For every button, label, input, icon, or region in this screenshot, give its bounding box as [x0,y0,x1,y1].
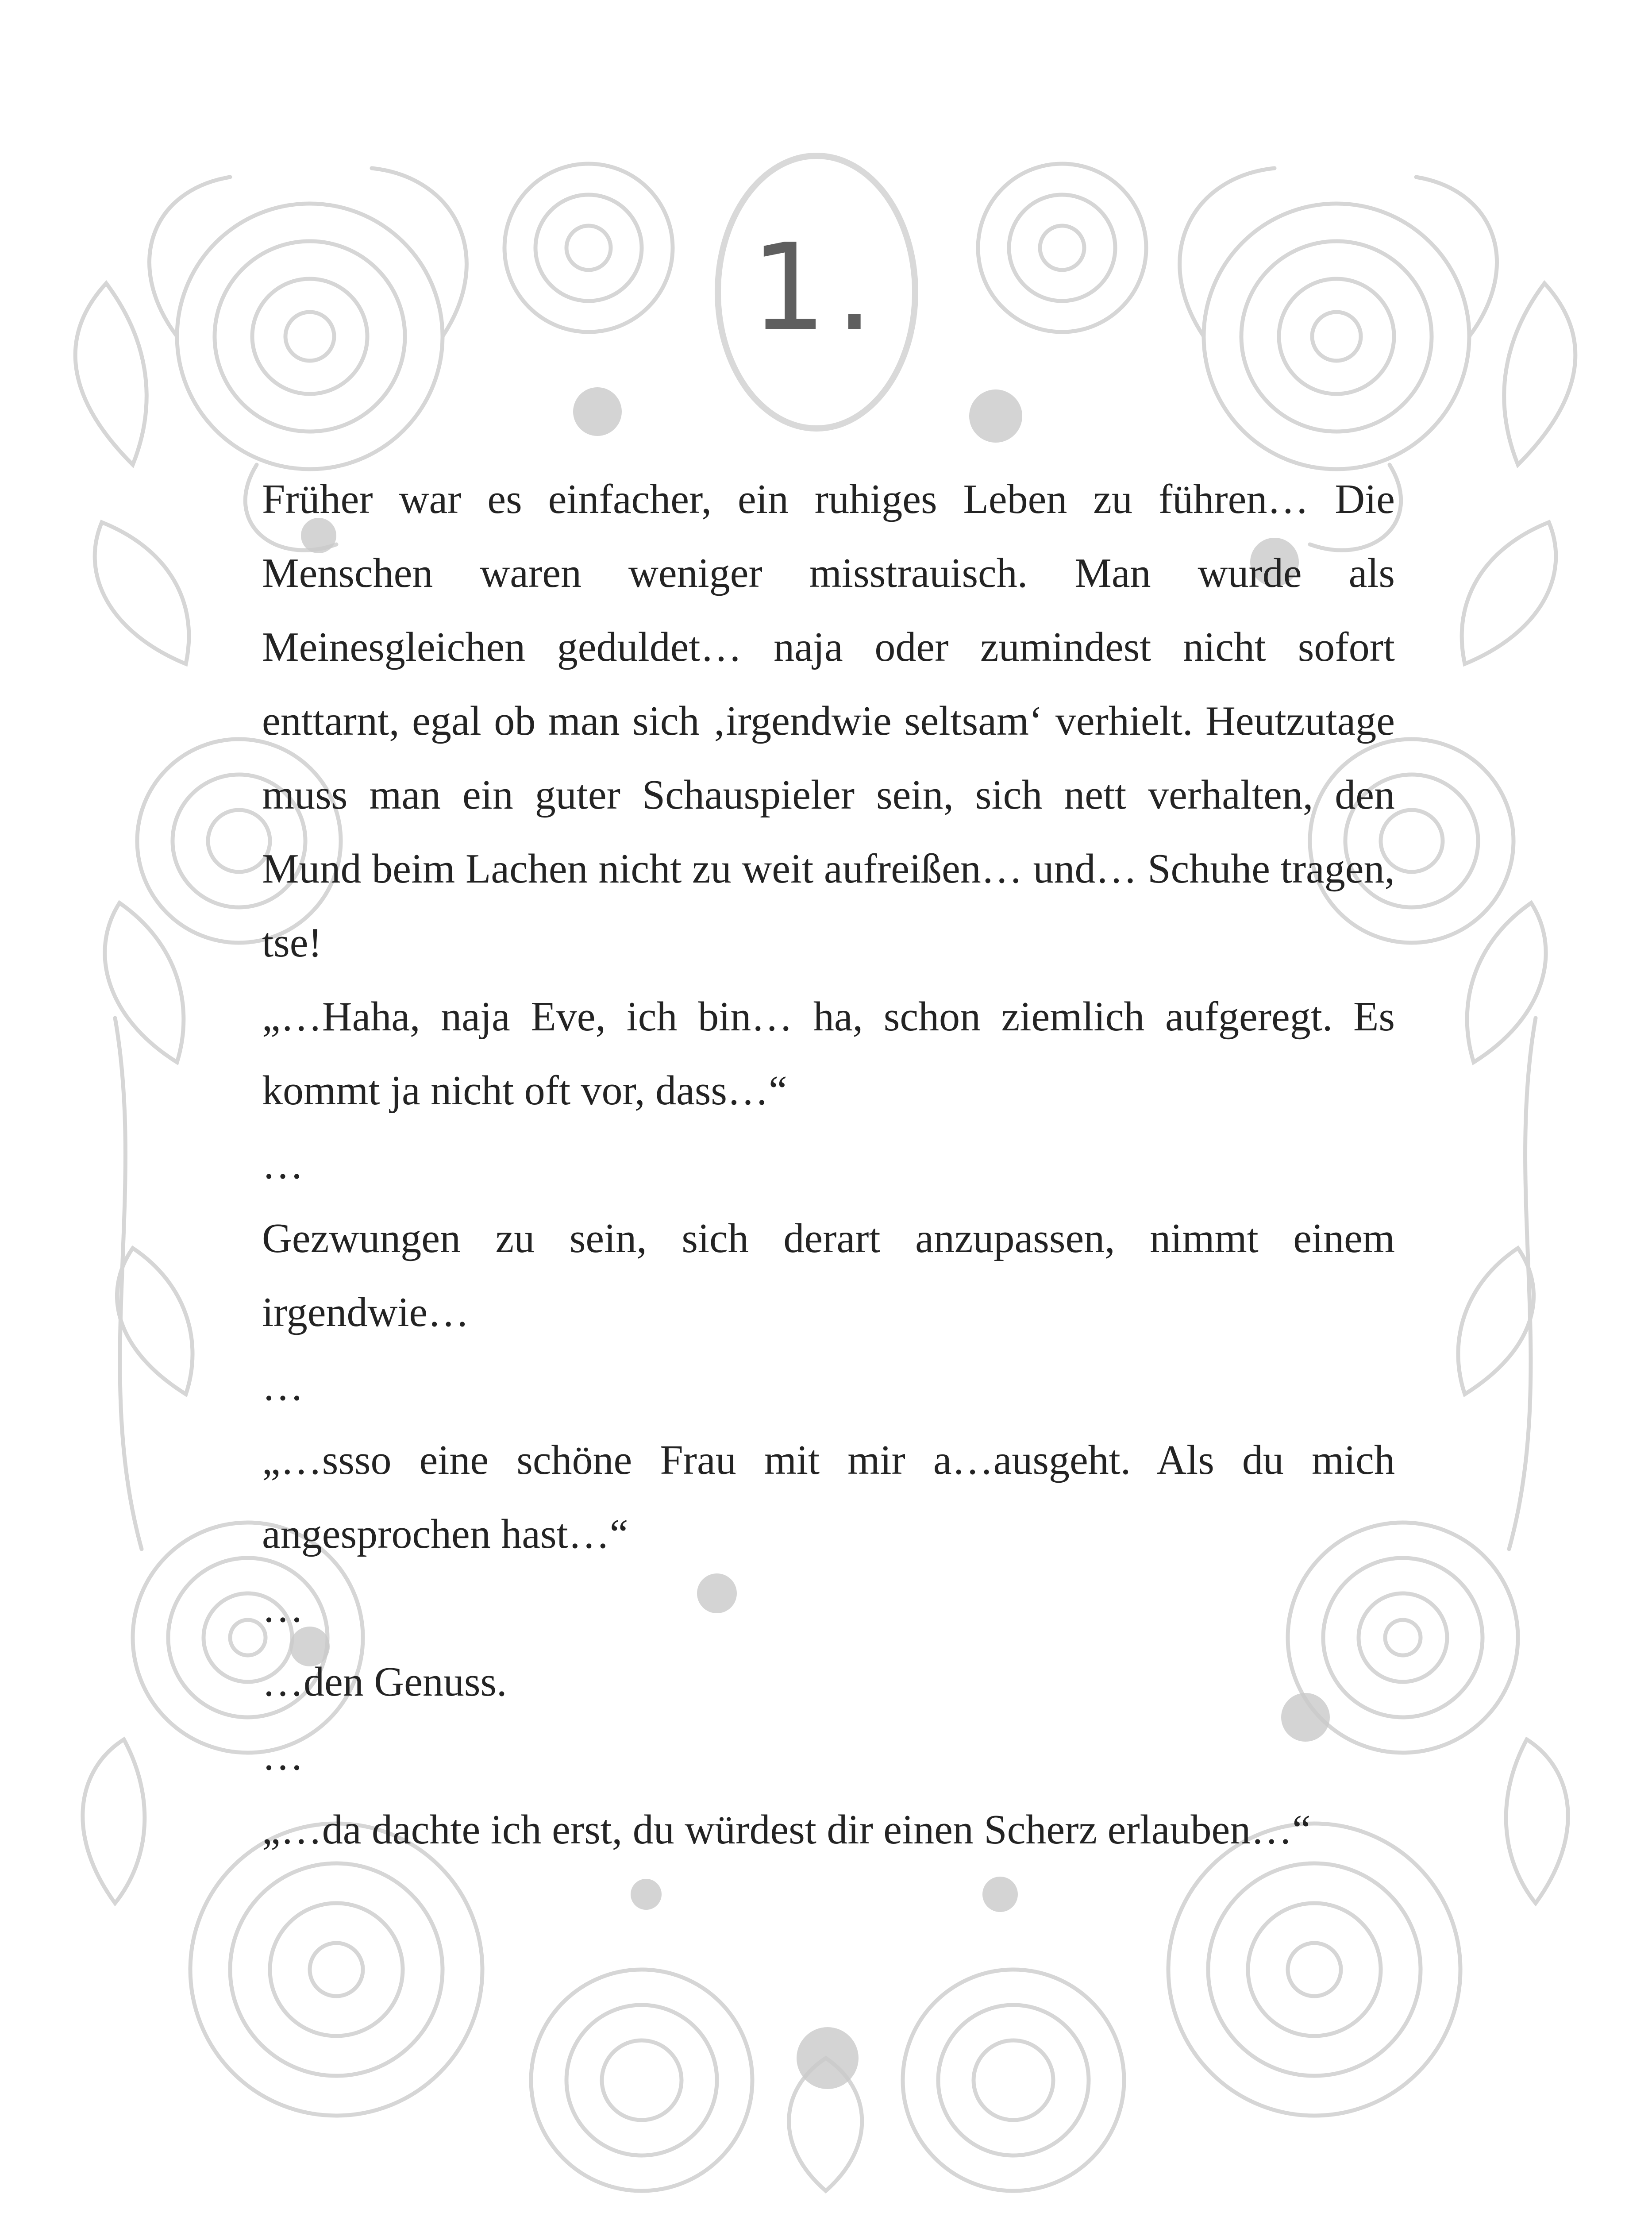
chapter-number: 1. [751,218,882,357]
chapter-text [262,463,1395,1867]
ellipsis-line: … [262,1363,304,1409]
ellipsis-line: … [262,1141,304,1187]
paragraph: „…Haha, naja Eve, ich bin… ha, schon ziemlich aufgeregt. Es kommt ja nicht oft vor, dass…“ [262,994,1395,1114]
paragraph: Gezwungen zu sein, sich derart anzupassen, nimmt einem irgendwie… [262,1215,1395,1335]
paragraph: „…ssso eine schöne Frau mit mir a…ausgeht. Als du mich angesprochen hast…“ [262,1437,1395,1557]
ellipsis-line: … [262,1585,304,1631]
paragraph: „…da dachte ich erst, du würdest dir einen Scherz erlauben…“ [262,1807,1311,1853]
paragraph: Früher war es einfacher, ein ruhiges Leben zu führen… Die Menschen waren weniger misstrauisch. Man wurde als Meinesgleichen geduldet… naja oder zumindest nicht sofort enttarnt, egal ob man sich ‚irgendwie seltsam‘ verhielt. Heutzutage muss man ein guter Schauspieler sein, sich nett verhalten, den Mund beim Lachen nicht zu weit aufreißen… und… Schuhe tragen, tse! [262,476,1395,966]
paragraph: …den Genuss. [262,1659,507,1705]
ellipsis-line: … [262,1733,304,1779]
